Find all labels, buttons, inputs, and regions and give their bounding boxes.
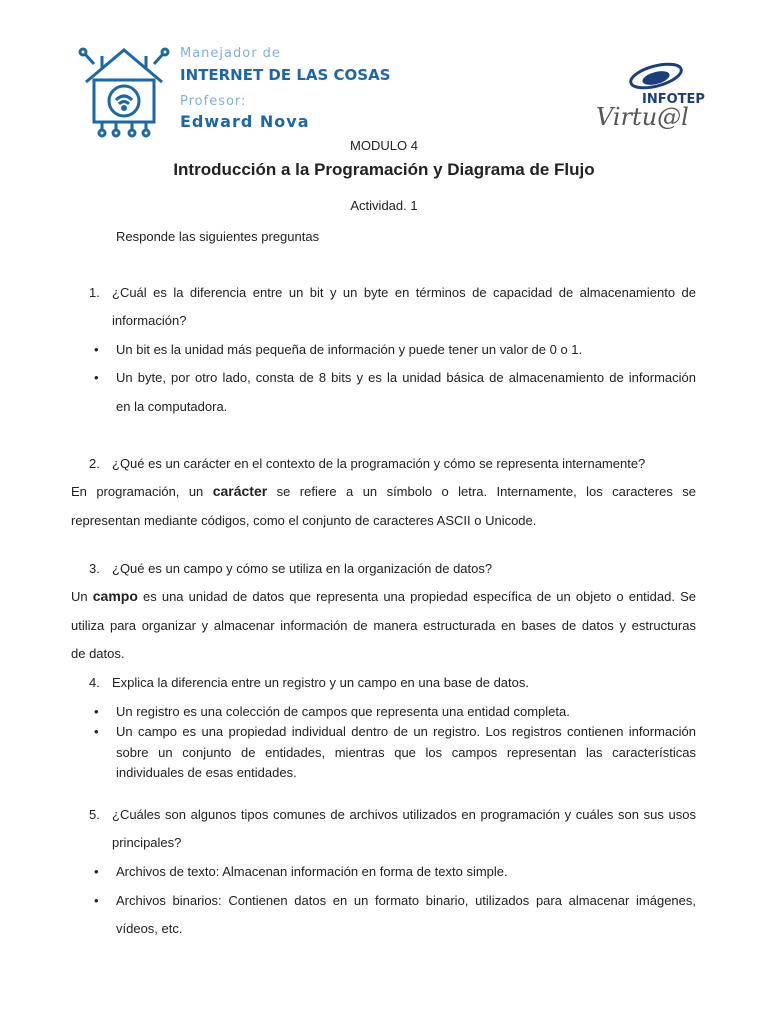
answer-2-post: se refiere a un símbolo o letra. Internamente, los caracteres se (276, 484, 696, 499)
answer-3-post: es una unidad de datos que representa una propiedad específica de un objeto o entidad. Se (143, 589, 696, 604)
instruction-text: Responde las siguientes preguntas (116, 229, 320, 244)
question-4-number: 4. (89, 675, 100, 690)
question-4-text: Explica la diferencia entre un registro y un campo en una base de datos. (112, 675, 529, 690)
house-wifi-logo-icon (78, 44, 170, 138)
q4-bullet-1: • Un registro es una colección de campos que representa una entidad completa. (116, 697, 570, 726)
answer-3-line-1 (71, 582, 696, 611)
question-3-number: 3. (89, 561, 100, 576)
answer-3-line-2: utiliza para organizar y almacenar información de manera estructurada en bases de datos y estructuras (71, 618, 696, 633)
q1-bullet-2-line-1: • Un byte, por otro lado, consta de 8 bits y es la unidad básica de almacenamiento de información (116, 363, 696, 392)
answer-3-bold-term: campo (92, 588, 138, 604)
answer-3-line-3: de datos. (71, 646, 125, 661)
q1-bullet-2-line-2: en la computadora. (116, 399, 228, 414)
q1-bullet-1: • Un bit es la unidad más pequeña de información y puede tener un valor de 0 o 1. (116, 335, 582, 364)
brand-line-iot: INTERNET DE LAS COSAS (180, 66, 391, 84)
q5-bullet-2-line-1: • Archivos binarios: Contienen datos en un formato binario, utilizados para almacenar imágenes, (116, 886, 696, 915)
question-3-text: ¿Qué es un campo y cómo se utiliza en la organización de datos? (112, 561, 493, 576)
question-2-number: 2. (89, 456, 100, 471)
question-5-number: 5. (89, 807, 100, 822)
virtual-logo-text: Virtu@l (596, 103, 689, 131)
question-1-number: 1. (89, 285, 100, 300)
brand-line-professor-label: Profesor: (180, 94, 247, 109)
activity-label: Actividad. 1 (350, 198, 418, 213)
question-5-line-2: principales? (112, 835, 182, 850)
q4-bullet-2-line-1: • Un campo es una propiedad individual dentro de un registro. Los registros contienen información (116, 724, 696, 739)
question-1-line-2: información? (112, 313, 187, 328)
page-title: Introducción a la Programación y Diagrama de Flujo (173, 160, 595, 179)
q5-bullet-2-line-2: vídeos, etc. (116, 921, 183, 936)
answer-3-pre: Un (71, 589, 88, 604)
brand-line-professor-name: Edward Nova (180, 112, 310, 131)
question-5-line-1: ¿Cuáles son algunos tipos comunes de archivos utilizados en programación y cuáles son sus usos (112, 807, 696, 822)
answer-2-bold-term: carácter (212, 483, 268, 499)
answer-2-line-2: representan mediante códigos, como el conjunto de caracteres ASCII o Unicode. (71, 513, 537, 528)
answer-2-line-1 (71, 477, 696, 506)
module-label: MODULO 4 (350, 138, 418, 153)
q4-bullet-2-line-3: individuales de esas entidades. (116, 765, 297, 780)
question-2-text: ¿Qué es un carácter en el contexto de la programación y cómo se representa internamente? (112, 456, 646, 471)
brand-line-manager: Manejador de (180, 46, 281, 61)
question-1-line-1: ¿Cuál es la diferencia entre un bit y un byte en términos de capacidad de almacenamiento de (112, 285, 696, 300)
q4-bullet-2-line-2: sobre un conjunto de entidades, mientras que los campos representan las características (116, 744, 696, 760)
q4-bullet-2 (116, 722, 696, 784)
q5-bullet-1: • Archivos de texto: Almacenan información en forma de texto simple. (116, 857, 508, 886)
answer-2-pre: En programación, un (71, 484, 204, 499)
infotep-logo-text: INFOTEP (642, 92, 705, 107)
